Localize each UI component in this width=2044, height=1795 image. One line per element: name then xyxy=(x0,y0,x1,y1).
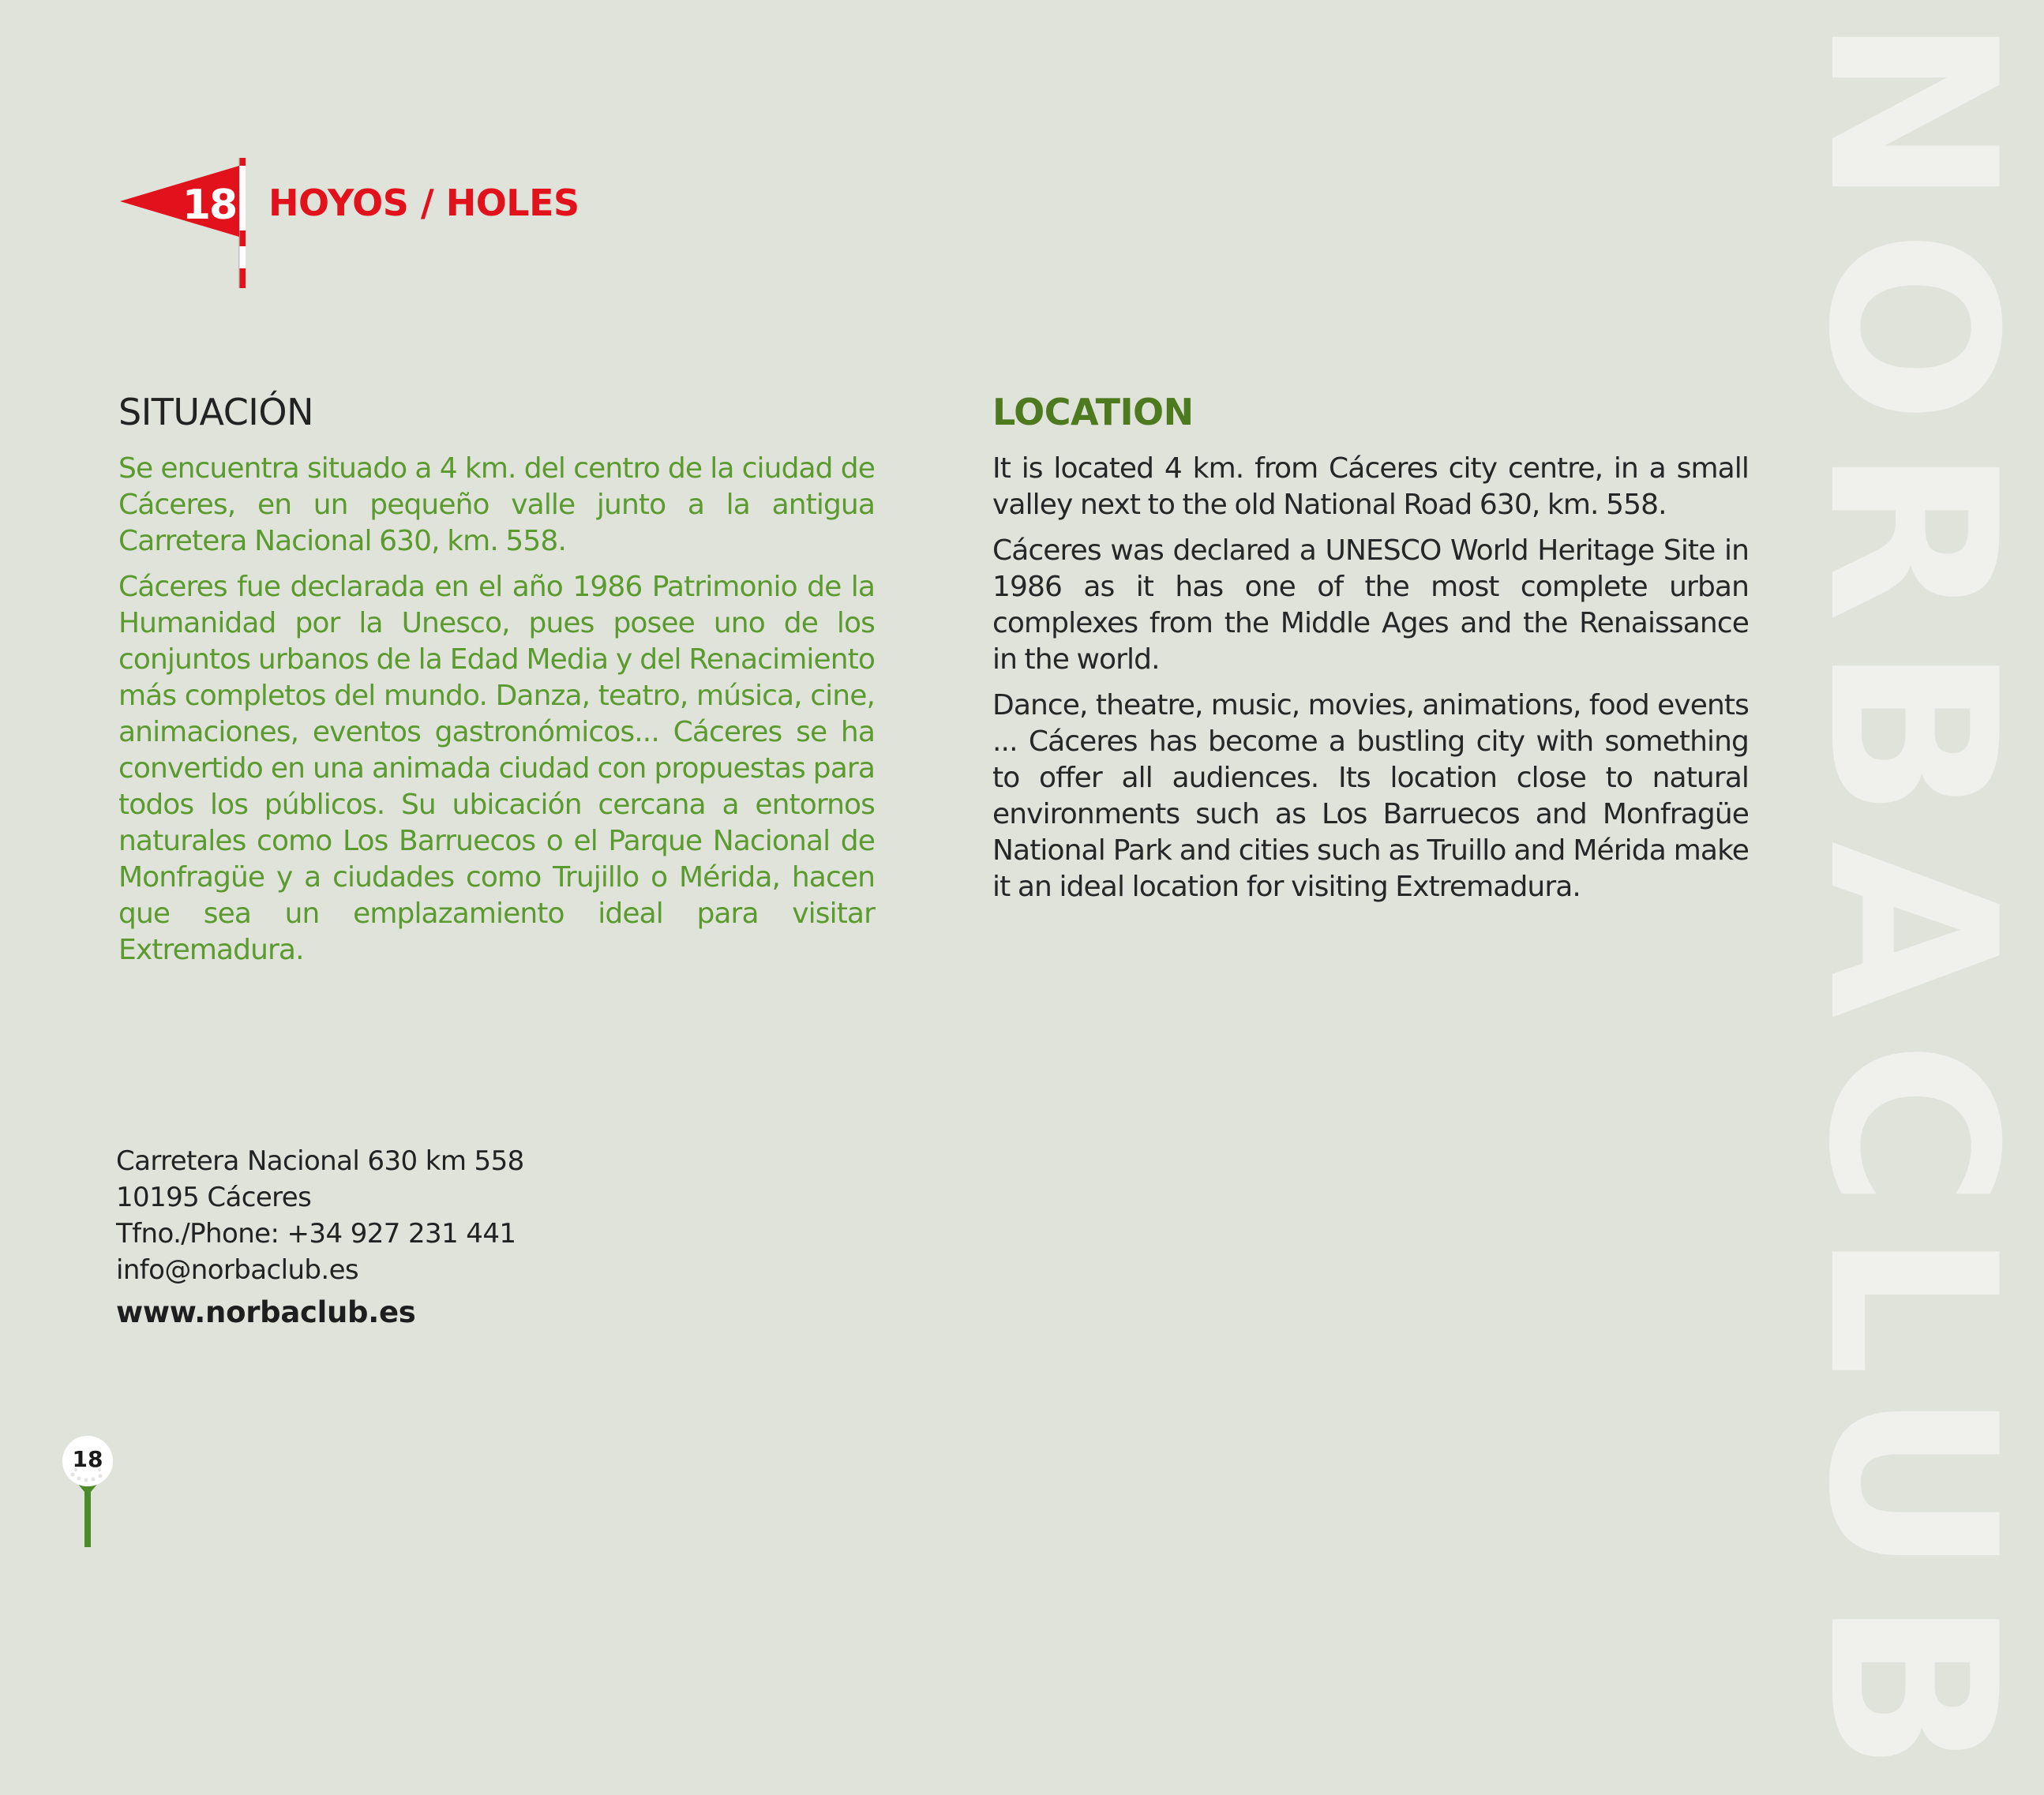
contact-website-link[interactable]: www.norbaclub.es xyxy=(116,1295,416,1329)
watermark-text: NORBACLUB xyxy=(1778,16,2044,1795)
contact-email[interactable]: info@norbaclub.es xyxy=(116,1254,359,1286)
english-paragraph: Dance, theatre, music, movies, animations, food events ... Cáceres has become a bustling city with something to offer all audiences. Its location close to natural environments such as Los Barruecos and Monfragüe National Park and cities such as Truillo and Mérida make it an ideal location for visiting Extremadura. xyxy=(992,689,1749,903)
contact-city: 10195 Cáceres xyxy=(116,1182,312,1213)
spanish-paragraph: Cáceres fue declarada en el año 1986 Patrimonio de la Humanidad por la Unesco, pues posee uno de los conjuntos urbanos de la Edad Media y del Renacimiento más completos del mundo. Danza, teatro, música, cine, animaciones, eventos gastronómicos... Cáceres se ha convertido en una animada ciudad con propuestas para todos los públicos. Su ubicación cercana a entornos naturales como Los Barruecos o el Parque Nacional de Monfragüe y a ciudades como Trujillo o Mérida, hacen que sea un emplazamiento ideal para visitar Extremadura. xyxy=(118,571,875,966)
page-number: 18 xyxy=(72,1446,103,1472)
contact-info xyxy=(116,1143,748,1331)
contact-address: Carretera Nacional 630 km 558 xyxy=(116,1145,524,1177)
spanish-heading: SITUACIÓN xyxy=(118,391,313,433)
english-paragraph: Cáceres was declared a UNESCO World Heritage Site in 1986 as it has one of the most complete urban complexes from the Middle Ages and the Renaissance in the world. xyxy=(992,534,1749,676)
flag-number: 18 xyxy=(182,182,237,229)
section-title: HOYOS / HOLES xyxy=(268,182,579,224)
english-paragraph: It is located 4 km. from Cáceres city centre, in a small valley next to the old National Road 630, km. 558. xyxy=(992,452,1749,521)
spanish-column xyxy=(118,391,875,978)
english-column xyxy=(992,391,1749,915)
english-heading: LOCATION xyxy=(992,391,1194,433)
contact-phone: Tfno./Phone: +34 927 231 441 xyxy=(116,1218,516,1250)
spanish-paragraph: Se encuentra situado a 4 km. del centro de la ciudad de Cáceres, en un pequeño valle junto a la antigua Carretera Nacional 630, km. 558. xyxy=(118,452,875,557)
page-number-badge xyxy=(62,1435,114,1547)
watermark xyxy=(1778,16,2044,1795)
holes-header xyxy=(118,158,608,292)
